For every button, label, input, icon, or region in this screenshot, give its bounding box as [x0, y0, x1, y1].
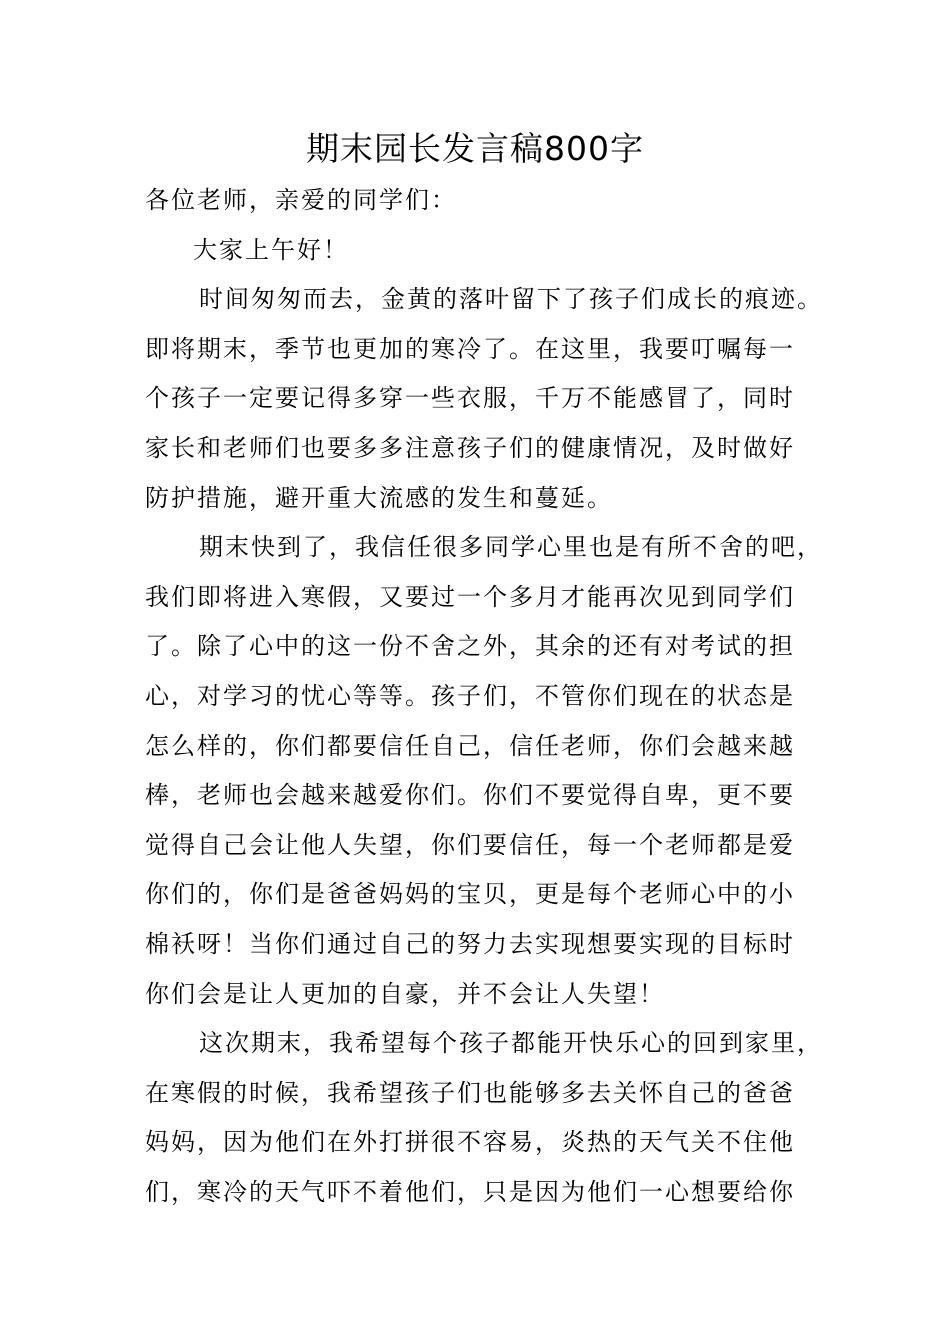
paragraph-1: 时间匆匆而去，金黄的落叶留下了孩子们成长的痕迹。 即将期末，季节也更加的寒冷了。在这里，我要叮嘱每一 个孩子一定要记得多穿一些衣服，千万不能感冒了，同时 家长和老师们也要多多注意孩子们的健康情况，及时做好 防护措施，避开重大流感的发生和蔓延。	[145, 285, 823, 512]
document-title: 期末园长发言稿800字	[306, 129, 644, 168]
opening-line: 大家上午好！	[193, 235, 349, 264]
paragraph-2: 期末快到了，我信任很多同学心里也是有所不舍的吧， 我们即将进入寒假，又要过一个多月才能再次见到同学们 了。除了心中的这一份不舍之外，其余的还有对考试的担 心，对学习的忧心等等。孩子们，不管你们现在的状态是 怎么样的，你们都要信任自己，信任老师，你们会越来越 棒，老师也会越来越爱你们。你们不要觉得自卑，更不要 觉得自己会让他人失望，你们要信任，每一个老师都是爱 你们的，你们是爸爸妈妈的宝贝，更是每个老师心中的小 棉袄呀！当你们通过自己的努力去实现想要实现的目标时 你们会是让人更加的自豪，并不会让人失望！	[145, 533, 823, 1008]
document-body	[145, 176, 835, 1217]
greeting-line: 各位老师，亲爱的同学们：	[145, 186, 457, 214]
paragraph-3: 这次期末，我希望每个孩子都能开快乐心的回到家里， 在寒假的时候，我希望孩子们也能够多去关怀自己的爸爸 妈妈，因为他们在外打拼很不容易，炎热的天气关不住他 们，寒冷的天气吓不着他们，只是因为他们一心想要给你	[145, 1029, 823, 1206]
